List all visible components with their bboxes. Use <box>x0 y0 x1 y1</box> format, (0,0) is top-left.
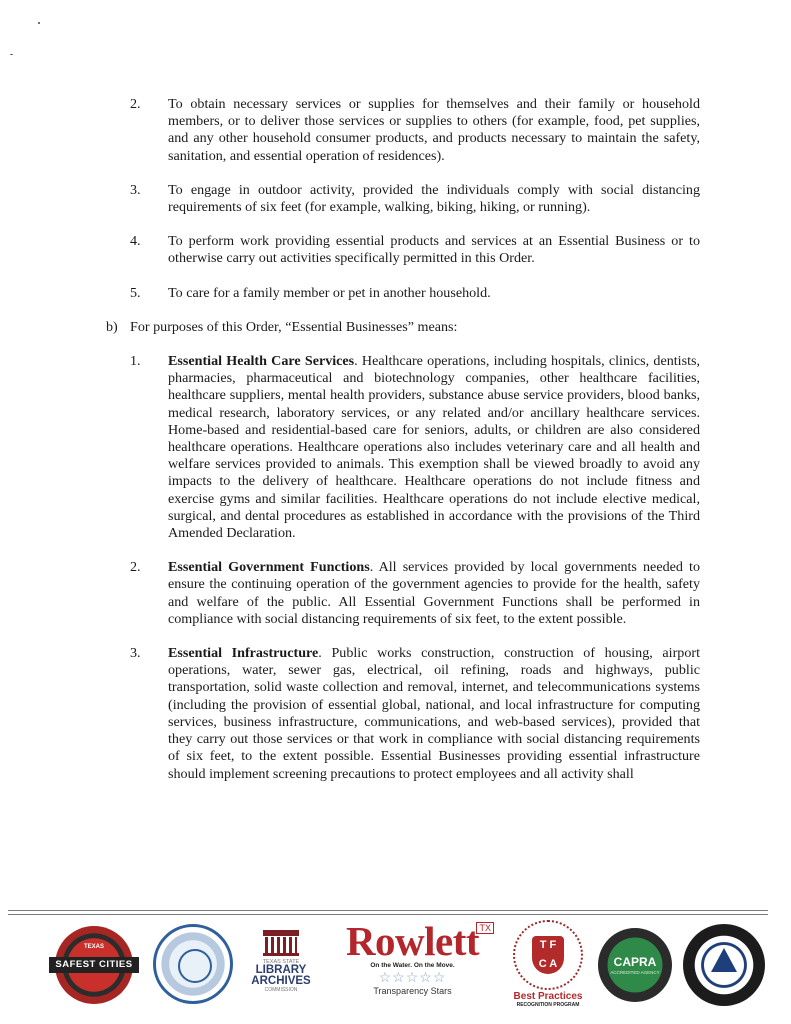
item-text <box>168 559 700 628</box>
public-works-emblem-icon <box>711 948 737 972</box>
essential-term: Essential Health Care Services <box>168 353 355 370</box>
seal-star-icon <box>178 949 212 983</box>
item-number: 2. <box>130 559 141 576</box>
safest-cities-badge <box>55 926 133 1004</box>
shield-letters-top: T F <box>539 939 557 951</box>
item-number: 4. <box>130 233 141 250</box>
library-small-text: TEXAS STATE <box>262 959 300 965</box>
recognized-seal <box>153 924 233 1004</box>
essential-term: Essential Government Functions <box>168 559 370 576</box>
transparency-stars-label: Transparency Stars <box>373 986 452 996</box>
fire-chiefs-logo <box>507 920 589 1015</box>
transparency-stars-icon: ☆☆☆☆☆ <box>378 971 447 986</box>
best-practices-text: Best Practices <box>513 991 583 1002</box>
section-b <box>106 319 700 336</box>
rowlett-tagline: On the Water. On the Move. <box>370 962 455 969</box>
library-tiny-text: COMMISSION <box>264 987 298 993</box>
footer-rule <box>8 910 768 911</box>
essential-term: Essential Infrastructure <box>168 645 319 662</box>
fire-chiefs-ring-icon <box>513 920 583 990</box>
item-number: 3. <box>130 645 141 662</box>
library-archives-logo <box>250 930 312 1008</box>
footer-rule <box>8 914 768 915</box>
capra-subtitle: ACCREDITED AGENCY <box>610 970 660 975</box>
item-number: 2. <box>130 96 141 112</box>
list-item <box>130 645 700 783</box>
list-item <box>130 182 700 216</box>
item-number: 1. <box>130 353 141 370</box>
item-text <box>168 645 700 783</box>
section-letter: b) <box>106 318 118 335</box>
archives-word: ARCHIVES <box>251 975 311 987</box>
rowlett-wordmark: Rowlett <box>345 918 480 964</box>
list-item <box>130 96 700 165</box>
essential-description: . Healthcare operations, including hospitals, clinics, dentists, pharmacies, pharmaceutical and biotechnology companies, other healthcare facilities, healthcare suppliers, mental health providers, substance abuse service providers, blood banks, medical research, laboratory services, or any related and/or ancillary healthcare services. Home-based and residential-based care for seniors, adults, or children are also considered healthcare operations. Healthcare operations also includes veterinary care and all health and welfare services provided to animals. This exemption shall be viewed broadly to avoid any impacts to the delivery of healthcare. Healthcare operations do not include fitness and exercise gyms and similar facilities. Healthcare operations do not include elective medical, surgical, and dental procedures as established in accordance with the provisions of the Third Amended Declaration. <box>168 353 700 542</box>
capra-badge <box>598 928 672 1002</box>
public-works-badge <box>683 924 765 1006</box>
rowlett-logo <box>325 920 500 1015</box>
item-text <box>168 353 700 542</box>
list-item <box>130 285 700 302</box>
texas-state-icon: TX <box>476 922 494 934</box>
item-text: To care for a family member or pet in another household. <box>168 284 491 301</box>
item-text: To obtain necessary services or supplies for themselves and their family or household members, or to deliver those services or supplies to others (for example, food, pet supplies, and any other household consumer products, and products necessary to maintain the safety, sanitation, and essential operation of residences). <box>168 96 700 164</box>
item-text: To perform work providing essential products and services at an Essential Business or to otherwise carry out activities specifically permitted in this Order. <box>168 233 700 267</box>
essential-description: . All services provided by local governments needed to ensure the continuing operation of the government agencies to provide for the health, safety and welfare of the public. All Essential Government Functions shall be performed in compliance with social distancing requirements of six feet, to the extent possible. <box>168 559 700 627</box>
essential-description: . Public works construction, construction of housing, airport operations, water, sewer gas, electrical, oil refining, roads and highways, public transportation, solid waste collection and removal, internet, and telecommunications systems (including the provision of essential global, national, and local infrastructure for computing services, business infrastructure, communications, and web-based services), provided that they carry out those services or that work in compliance with social distancing requirements of six feet, to the extent possible. Essential Businesses providing essential infrastructure should implement screening precautions to protect employees and all activity shall <box>168 645 700 782</box>
list-item <box>130 559 700 628</box>
scan-speck <box>38 22 40 24</box>
capitol-building-icon <box>263 930 299 956</box>
section-text: For purposes of this Order, “Essential Businesses” means: <box>130 318 458 335</box>
item-number: 5. <box>130 284 141 301</box>
list-item <box>130 353 700 542</box>
recognition-program-text: RECOGNITION PROGRAM <box>516 1002 580 1008</box>
item-text: To engage in outdoor activity, provided the individuals comply with social distancing requirements of six feet (for example, walking, biking, hiking, or running). <box>168 181 700 216</box>
shield-letters-bottom: C A <box>538 958 558 970</box>
badge-state-text: TEXAS <box>83 944 104 950</box>
badge-band-text: SAFEST CITIES <box>49 957 139 973</box>
item-number: 3. <box>130 181 141 198</box>
footer-logos <box>55 920 755 1015</box>
library-word: LIBRARY <box>255 964 307 976</box>
order-text <box>106 96 700 800</box>
fire-shield-icon <box>532 936 564 974</box>
capra-title: CAPRA <box>613 955 657 969</box>
list-item <box>130 233 700 267</box>
scan-speck <box>10 54 13 55</box>
